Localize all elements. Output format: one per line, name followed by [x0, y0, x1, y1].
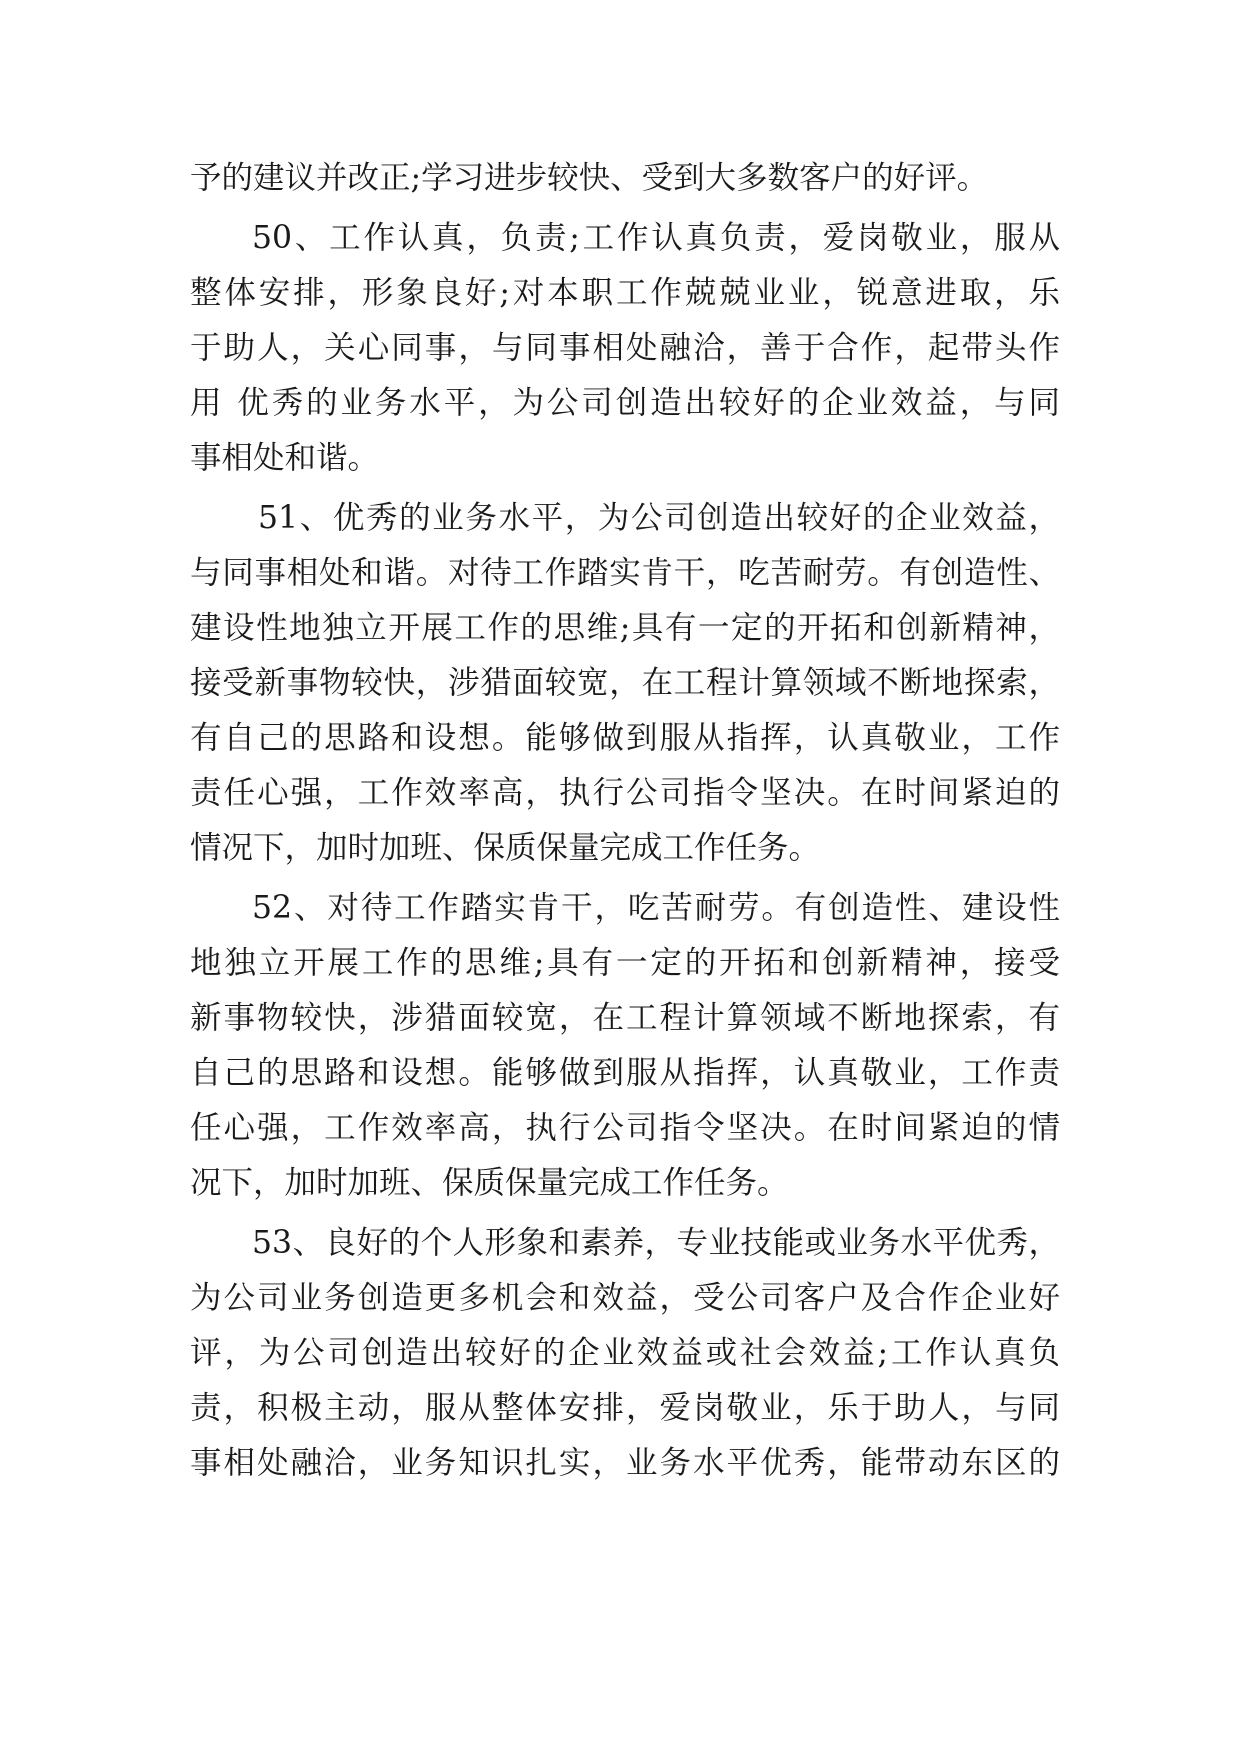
text-line: 事相处和谐。	[190, 440, 380, 476]
text-line: 接受新事物较快，涉猎面较宽，在工程计算领域不断地探索，	[190, 665, 1060, 701]
text-line: 用 优秀的业务水平，为公司创造出较好的企业效益，与同	[190, 385, 1060, 421]
text-line: 责，积极主动，服从整体安排，爱岗敬业，乐于助人，与同	[190, 1390, 1060, 1426]
text-line: 任心强，工作效率高，执行公司指令坚决。在时间紧迫的情	[190, 1110, 1060, 1146]
text-line: 新事物较快，涉猎面较宽，在工程计算领域不断地探索，有	[190, 1000, 1060, 1036]
text-line: 于助人，关心同事，与同事相处融洽，善于合作，起带头作	[190, 330, 1060, 366]
text-line: 事相处融洽，业务知识扎实，业务水平优秀，能带动东区的	[190, 1445, 1060, 1481]
text-line: 地独立开展工作的思维;具有一定的开拓和创新精神，接受	[190, 945, 1060, 981]
text-line: 予的建议并改正;学习进步较快、受到大多数客户的好评。	[190, 160, 989, 196]
text-line: 情况下，加时加班、保质保量完成工作任务。	[190, 830, 821, 866]
text-line: 与同事相处和谐。对待工作踏实肯干，吃苦耐劳。有创造性、	[190, 555, 1060, 591]
text-line: 评，为公司创造出较好的企业效益或社会效益;工作认真负	[190, 1335, 1060, 1371]
text-line: 为公司业务创造更多机会和效益，受公司客户及合作企业好	[190, 1280, 1060, 1316]
paragraph-51-start: 51、优秀的业务水平，为公司创造出较好的企业效益，	[258, 500, 1060, 536]
paragraph-53-start: 53、良好的个人形象和素养，专业技能或业务水平优秀，	[252, 1225, 1060, 1261]
text-line: 有自己的思路和设想。能够做到服从指挥，认真敬业，工作	[190, 720, 1060, 756]
text-line: 责任心强，工作效率高，执行公司指令坚决。在时间紧迫的	[190, 775, 1060, 811]
text-line: 自己的思路和设想。能够做到服从指挥，认真敬业，工作责	[190, 1055, 1060, 1091]
text-line: 建设性地独立开展工作的思维;具有一定的开拓和创新精神，	[190, 610, 1060, 646]
paragraph-52-start: 52、对待工作踏实肯干，吃苦耐劳。有创造性、建设性	[252, 890, 1060, 926]
text-line: 况下，加时加班、保质保量完成工作任务。	[190, 1165, 789, 1201]
text-line: 整体安排，形象良好;对本职工作兢兢业业，锐意进取，乐	[190, 275, 1060, 311]
paragraph-50-start: 50、工作认真，负责;工作认真负责，爱岗敬业，服从	[252, 220, 1060, 256]
